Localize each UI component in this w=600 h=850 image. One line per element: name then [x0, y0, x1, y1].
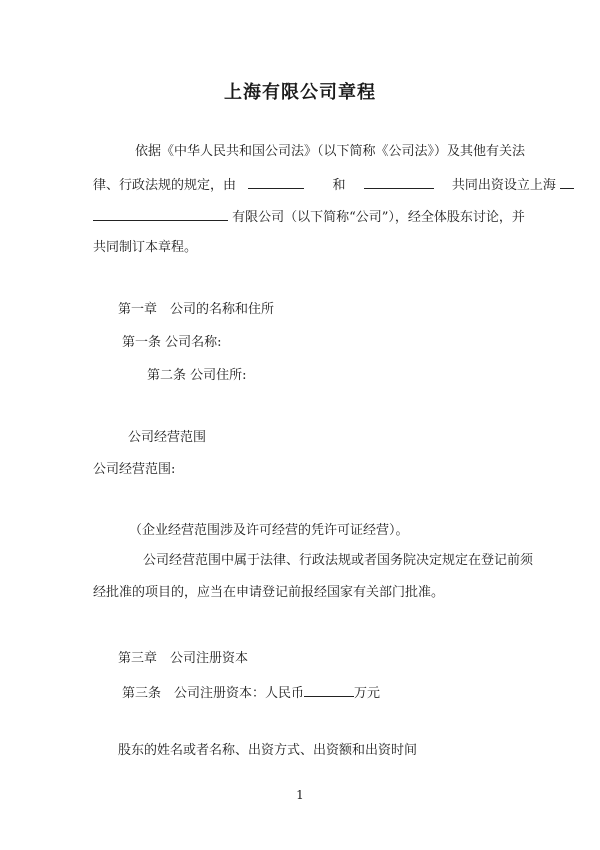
founder-a-blank	[248, 175, 304, 189]
article-3-text: 第三条 公司注册资本：人民币	[122, 686, 305, 701]
page-number: 1	[296, 788, 304, 802]
scope-heading: 公司经营范围	[128, 430, 207, 445]
chapter-1-heading: 第一章 公司的名称和住所	[118, 302, 275, 317]
scope-paragraph-line-2: 经批准的项目的，应当在申请登记前报经国家有关部门批准。	[93, 585, 445, 600]
preamble-text: 共同制订本章程。	[93, 240, 198, 255]
preamble-text: 律、行政法规的规定，由	[93, 178, 237, 193]
preamble-text: 依据《中华人民共和国公司法》（以下简称《公司法》）及其他有关法	[135, 144, 526, 159]
preamble-line-2	[93, 175, 574, 195]
preamble-line-1	[135, 143, 525, 161]
scope-note: （企业经营范围涉及许可经营的凭许可证经营）。	[129, 523, 409, 538]
preamble-line-3	[93, 207, 525, 227]
preamble-text: 有限公司（以下简称“公司”），经全体股东讨论，并	[232, 210, 525, 225]
article-1: 第一条 公司名称:	[122, 335, 222, 350]
scope-paragraph-line-1: 公司经营范围中属于法律、行政法规或者国务院决定规定在登记前须	[143, 553, 534, 568]
capital-amount-blank	[304, 683, 354, 697]
article-3-unit: 万元	[354, 686, 381, 701]
company-name-blank	[93, 207, 228, 221]
preamble-text: 和	[332, 178, 346, 193]
document-title: 上海有限公司章程	[224, 82, 376, 103]
chapter-3-heading: 第三章 公司注册资本	[118, 651, 249, 666]
founder-b-blank	[364, 175, 434, 189]
article-3	[122, 683, 380, 703]
shareholders-heading: 股东的姓名或者名称、出资方式、出资额和出资时间	[118, 743, 418, 758]
scope-label: 公司经营范围:	[93, 462, 176, 477]
article-2: 第二条 公司住所:	[147, 368, 247, 383]
preamble-text: 共同出资设立上海	[451, 178, 556, 193]
preamble-line-4	[93, 239, 197, 257]
company-name-blank-start	[560, 175, 574, 189]
